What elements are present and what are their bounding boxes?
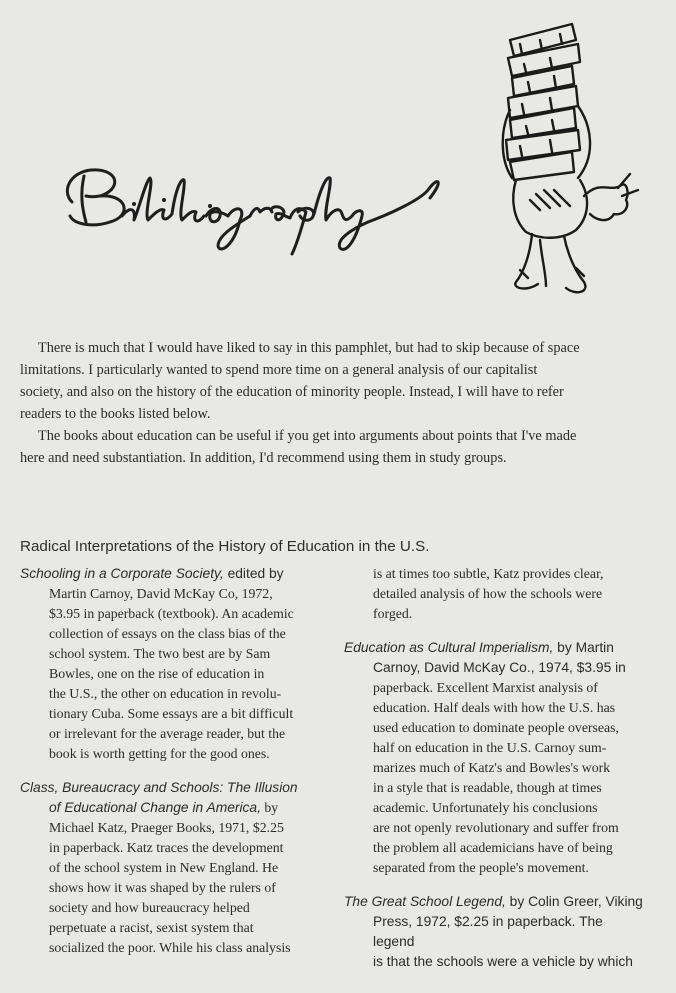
entry-line: is at times too subtle, Katz provides clear, — [373, 566, 604, 581]
bibliography-entry — [20, 778, 320, 958]
entry-line: the U.S., the other on education in revolu- — [49, 686, 282, 701]
entry-line: Martin Carnoy, David McKay Co, 1972, — [49, 586, 273, 601]
entry-line: education. Half deals with how the U.S. has — [373, 700, 616, 715]
entry-line: half on education in the U.S. Carnoy sum- — [373, 740, 607, 755]
book-title: The Great School Legend, — [344, 894, 506, 909]
intro-p1-line: There is much that I would have liked to say in this pamphlet, but had to skip because of space — [38, 340, 580, 356]
entry-line: forged. — [373, 606, 413, 621]
intro-paragraph-2 — [20, 425, 650, 469]
entry-text: by Colin Greer, Viking — [505, 894, 643, 909]
entry-line — [344, 892, 644, 912]
entry-line: the problem all academicians have of being — [373, 840, 613, 855]
entry-text: by — [260, 800, 279, 815]
entry-line — [20, 778, 320, 798]
intro-paragraph-1 — [20, 337, 650, 425]
entry-line: Press, 1972, $2.25 in paperback. The legend — [373, 914, 603, 949]
bibliography-entry — [344, 892, 644, 972]
entry-line: perpetuate a racist, sexist system that — [49, 920, 254, 935]
book-title: of Educational Change in America, — [49, 800, 261, 815]
entry-line: used education to dominate people overseas, — [373, 720, 619, 735]
entry-line: Michael Katz, Praeger Books, 1971, $2.25 — [49, 820, 284, 835]
entry-text: by Martin — [553, 640, 614, 655]
entry-line: $3.95 in paperback (textbook). An academic — [49, 606, 294, 621]
entry-line — [20, 798, 320, 818]
entry-line: paperback. Excellent Marxist analysis of — [373, 680, 598, 695]
intro-p1-line: limitations. I particularly wanted to spend more time on a general analysis of our capitalist — [20, 362, 538, 378]
bibliography-entry-continued — [344, 564, 644, 624]
entry-line: Carnoy, David McKay Co., 1974, $3.95 in — [373, 660, 626, 675]
intro-text — [20, 337, 650, 469]
bibliography-entry — [20, 564, 320, 764]
intro-p2-line: The books about education can be useful if you get into arguments about points that I've made — [38, 428, 577, 444]
entry-line: book is worth getting for the good ones. — [49, 746, 270, 761]
entry-text: edited by — [223, 566, 284, 581]
intro-p1-line: readers to the books listed below. — [20, 406, 211, 422]
entry-line: academic. Unfortunately his conclusions — [373, 800, 598, 815]
right-column — [344, 564, 644, 986]
entry-line: school system. The two best are by Sam — [49, 646, 271, 661]
bibliography-entry — [344, 638, 644, 878]
section-title: Radical Interpretations of the History of Education in the U.S. — [20, 538, 430, 555]
entry-line: collection of essays on the class bias of the — [49, 626, 286, 641]
intro-p1-line: society, and also on the history of the education of minority people. Instead, I will have to refer — [20, 384, 564, 400]
entry-line: Bowles, one on the rise of education in — [49, 666, 265, 681]
bibliography-heading — [50, 150, 470, 270]
entry-line: separated from the people's movement. — [373, 860, 589, 875]
entry-line: marizes much of Katz's and Bowles's work — [373, 760, 611, 775]
child-carrying-books-illustration — [480, 10, 650, 315]
entry-line: shows how it was shaped by the rulers of — [49, 880, 276, 895]
entry-line: are not openly revolutionary and suffer from — [373, 820, 619, 835]
entry-line: socialized the poor. While his class analysis — [49, 940, 291, 955]
entry-line — [344, 638, 644, 658]
entry-line — [20, 564, 320, 584]
book-title: Class, Bureaucracy and Schools: The Illusion — [20, 780, 298, 795]
intro-p2-line: here and need substantiation. In addition, I'd recommend using them in study groups. — [20, 450, 507, 466]
entry-line: society and how bureaucracy helped — [49, 900, 250, 915]
entry-line: of the school system in New England. He — [49, 860, 279, 875]
bibliography-script-heading — [50, 150, 470, 270]
book-title: Education as Cultural Imperialism, — [344, 640, 554, 655]
entry-line: tionary Cuba. Some essays are a bit difficult — [49, 706, 294, 721]
entry-line: is that the schools were a vehicle by which — [373, 954, 633, 969]
entry-line: in paperback. Katz traces the development — [49, 840, 284, 855]
book-title: Schooling in a Corporate Society, — [20, 566, 224, 581]
entry-line: or irrelevant for the average reader, but the — [49, 726, 286, 741]
entry-line: in a style that is readable, though at times — [373, 780, 602, 795]
entry-line: detailed analysis of how the schools were — [373, 586, 603, 601]
left-column — [20, 564, 320, 972]
